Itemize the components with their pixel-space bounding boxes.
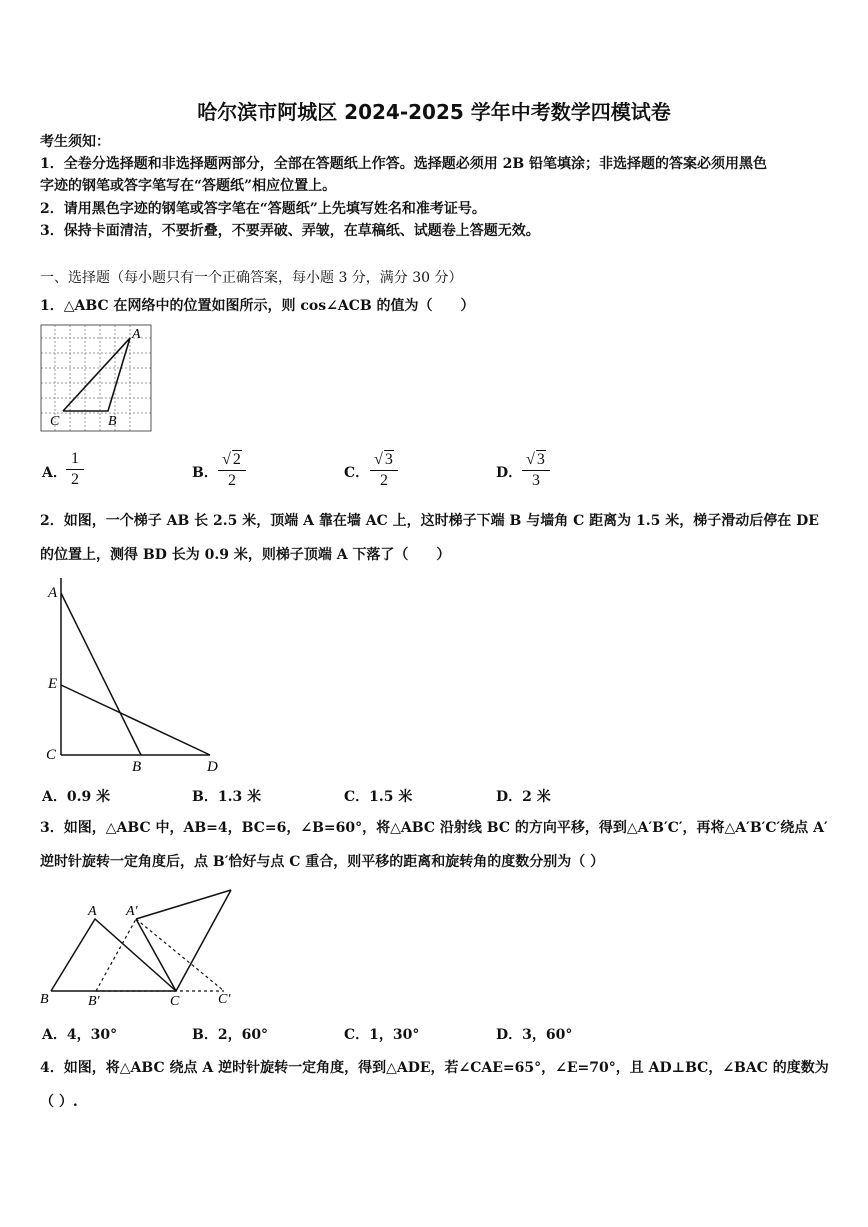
q1-option-c-den: 2 (380, 472, 388, 489)
notice-item-1: 1．全卷分选择题和非选择题两部分，全部在答题纸上作答。选择题必须用 2B 铅笔填涂；非选择题的答案必须用黑色 (40, 156, 768, 172)
q1-option-b-num: 2 (232, 451, 241, 468)
q2-option-a: A．0.9 米 (42, 789, 111, 805)
q1-option-a-den: 2 (71, 471, 79, 488)
q3-line-1: 3．如图，△ABC 中，AB=4，BC=6，∠B=60°，将△ABC 沿射线 BC 的方向平移，得到△A′B′C′，再将△A′B′C′绕点 A′ (40, 820, 828, 836)
notice-item-2: 2．请用黑色字迹的钢笔或答字笔在“答题纸”上先填写姓名和准考证号。 (40, 201, 486, 217)
q3-label-c: C (170, 994, 180, 1009)
q3-line-2: 逆时针旋转一定角度后，点 B′恰好与点 C 重合，则平移的距离和旋转角的度数分别为（ ） (40, 854, 605, 870)
q2-option-c: C．1.5 米 (344, 789, 413, 805)
q2-line-2: 的位置上，测得 BD 长为 0.9 米，则梯子顶端 A 下落了（ ） (40, 547, 451, 563)
q2-label-b: B (132, 759, 142, 775)
q1-option-c-fraction: √ 3 2 (370, 450, 398, 490)
q1-option-b-letter: B． (192, 465, 218, 481)
q1-label-a: A (132, 327, 141, 342)
q1-option-c-letter: C． (344, 465, 370, 481)
q3-option-a: A．4，30° (42, 1027, 118, 1043)
page-title: 哈尔滨市阿城区 2024-2025 学年中考数学四模试卷 (197, 100, 671, 124)
q1-option-a-num: 1 (71, 450, 79, 467)
q2-option-b: B．1.3 米 (192, 789, 262, 805)
q1-option-d-letter: D． (496, 465, 523, 481)
q2-label-d: D (207, 759, 218, 775)
q3-option-b: B．2，60° (192, 1027, 269, 1043)
q4-line-2: （ ）. (40, 1094, 78, 1110)
q3-label-a-prime: A′ (126, 904, 138, 919)
section-heading: 一、选择题（每小题只有一个正确答案，每小题 3 分，满分 30 分） (40, 270, 463, 286)
notice-heading: 考生须知： (40, 134, 110, 150)
notice-item-3: 3．保持卡面清洁，不要折叠，不要弄破、弄皱，在草稿纸、试题卷上答题无效。 (40, 223, 540, 239)
q3-label-a: A (88, 904, 97, 919)
q3-triangle-figure (38, 885, 238, 1010)
q1-option-d-num: 3 (536, 451, 545, 468)
q1-option-d-den: 3 (532, 472, 540, 489)
q2-line-1: 2．如图，一个梯子 AB 长 2.5 米，顶端 A 靠在墙 AC 上，这时梯子下端 B 与墙角 C 距离为 1.5 米，梯子滑动后停在 DE (40, 513, 819, 529)
q3-option-d: D．3，60° (496, 1027, 573, 1043)
q1-label-b: B (108, 414, 117, 429)
q1-grid-figure (38, 322, 156, 434)
q3-label-c-prime: C′ (218, 992, 231, 1007)
q2-option-d: D．2 米 (496, 789, 551, 805)
q1-option-b-den: 2 (228, 472, 236, 489)
q1-label-c: C (50, 414, 60, 429)
q1-option-a-letter: A． (42, 465, 67, 481)
q2-label-c: C (46, 747, 57, 763)
q4-line-1: 4．如图，将△ABC 绕点 A 逆时针旋转一定角度，得到△ADE，若∠CAE=65°，∠E=70°，且 AD⊥BC，∠BAC 的度数为 (40, 1060, 829, 1076)
q1-option-a-fraction (66, 450, 84, 489)
q1-option-c-num: 3 (384, 451, 393, 468)
notice-item-1-cont: 字迹的钢笔或答字笔写在“答题纸”相应位置上。 (40, 178, 337, 194)
q2-ladder-figure (40, 575, 230, 775)
q2-label-e: E (48, 676, 58, 692)
q2-label-a: A (48, 585, 58, 601)
q1-option-b-fraction: √ 2 2 (218, 450, 246, 490)
q3-label-b-prime: B′ (88, 994, 100, 1009)
q1-stem: 1．△ABC 在网络中的位置如图所示，则 cos∠ACB 的值为（ ） (40, 298, 475, 314)
q3-label-b: B (40, 992, 49, 1007)
q3-option-c: C．1，30° (344, 1027, 420, 1043)
q1-option-d-fraction: √ 3 3 (522, 450, 550, 490)
